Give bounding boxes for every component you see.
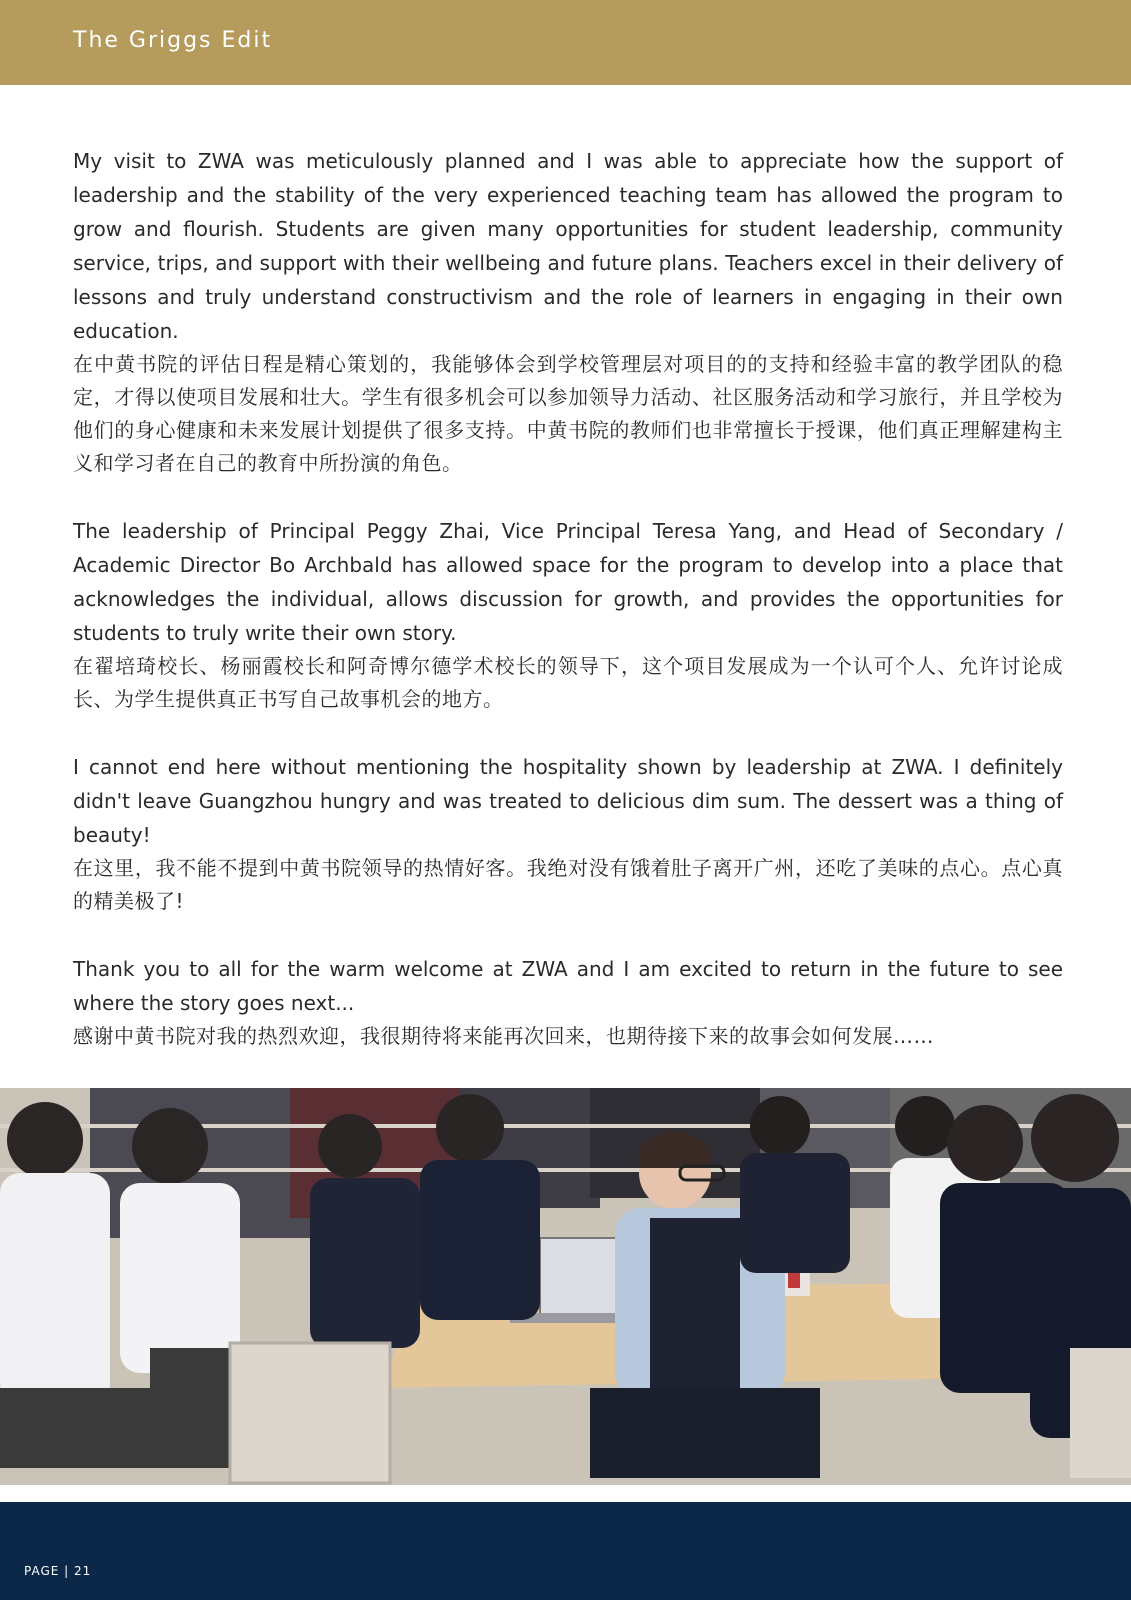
paragraph-1-english: My visit to ZWA was meticulously planned and I was able to appreciate how the support of leadership and the stability of the very experienced teaching team has allowed the program to grow and flourish. Students are given many opportunities for student leadership, community service, trips, and support with their wellbeing and future plans. Teachers excel in their delivery of lessons and truly understand constructivism and the role of learners in engaging in their own education. <box>73 149 1063 343</box>
paragraph-3-chinese: 在这里，我不能不提到中黄书院领导的热情好客。我绝对没有饿着肚子离开广州，还吃了美味的点心。点心真的精美极了! <box>73 856 1063 913</box>
paragraph-4-english: Thank you to all for the warm welcome at ZWA and I am excited to return in the future to see where the story goes next... <box>73 957 1063 1015</box>
paragraph-1-chinese: 在中黄书院的评估日程是精心策划的，我能够体会到学校管理层对项目的的支持和经验丰富的教学团队的稳定，才得以使项目发展和壮大。学生有很多机会可以参加领导力活动、社区服务活动和学习旅行，并且学校为他们的身心健康和未来发展计划提供了很多支持。中黄书院的教师们也非常擅长于授课，他们真正理解建构主义和学习者在自己的教育中所扮演的角色。 <box>73 352 1063 475</box>
paragraph-3-english: I cannot end here without mentioning the hospitality shown by leadership at ZWA. I definitely didn't leave Guangzhou hungry and was treated to delicious dim sum. The dessert was a thing of beauty! <box>73 755 1063 847</box>
article-body <box>73 144 1063 1053</box>
header-bar <box>0 0 1131 85</box>
page-number: PAGE | 21 <box>24 1564 92 1578</box>
publication-title: The Griggs Edit <box>73 28 273 53</box>
group-photo <box>0 1088 1131 1485</box>
paragraph-4-chinese: 感谢中黄书院对我的热烈欢迎，我很期待将来能再次回来，也期待接下来的故事会如何发展…… <box>73 1024 934 1048</box>
footer-bar <box>0 1502 1131 1600</box>
paragraph-2-chinese: 在翟培琦校长、杨丽霞校长和阿奇博尔德学术校长的领导下，这个项目发展成为一个认可个人、允许讨论成长、为学生提供真正书写自己故事机会的地方。 <box>73 654 1063 711</box>
paragraph-2-english: The leadership of Principal Peggy Zhai, Vice Principal Teresa Yang, and Head of Secondary / Academic Director Bo Archbald has allowed space for the program to develop into a place that acknowledges the individual, allows discussion for growth, and provides the opportunities for students to truly write their own story. <box>73 519 1063 645</box>
